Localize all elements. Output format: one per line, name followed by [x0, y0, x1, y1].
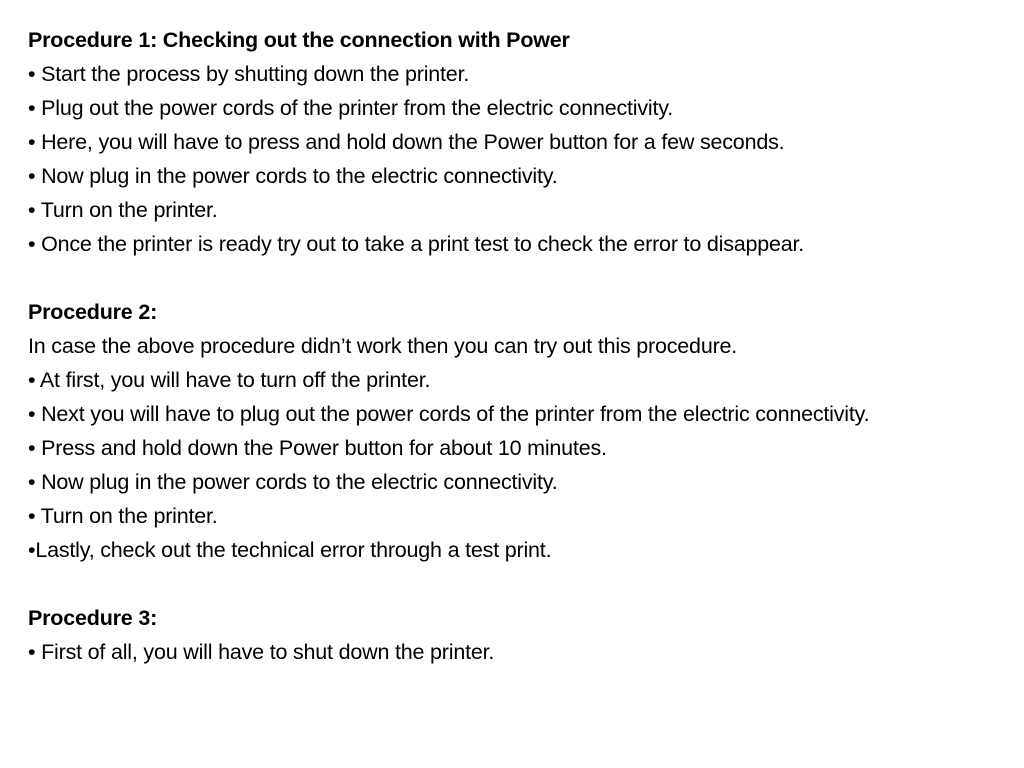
document-body — [28, 23, 1003, 669]
procedure-heading: Procedure 3: — [28, 606, 158, 630]
step-item: • Now plug in the power cords to the electric connectivity. — [28, 164, 558, 188]
step-item: • Next you will have to plug out the power cords of the printer from the electric connectivity. — [28, 402, 870, 426]
step-item: • Now plug in the power cords to the electric connectivity. — [28, 470, 558, 494]
step-item: • Start the process by shutting down the printer. — [28, 62, 470, 86]
procedure-3 — [28, 601, 1003, 669]
procedure-1 — [28, 23, 1003, 261]
step-item: • At first, you will have to turn off the printer. — [28, 368, 431, 392]
step-item: • First of all, you will have to shut down the printer. — [28, 640, 495, 664]
step-item: • Here, you will have to press and hold down the Power button for a few seconds. — [28, 130, 785, 154]
procedure-2 — [28, 295, 1003, 567]
section-spacer — [28, 567, 1003, 601]
procedure-heading: Procedure 2: — [28, 300, 158, 324]
section-spacer — [28, 261, 1003, 295]
procedure-intro: In case the above procedure didn’t work then you can try out this procedure. — [28, 334, 738, 358]
step-item: • Once the printer is ready try out to take a print test to check the error to disappear. — [28, 232, 805, 256]
step-item: • Press and hold down the Power button for about 10 minutes. — [28, 436, 607, 460]
procedure-heading: Procedure 1: Checking out the connection with Power — [28, 28, 570, 52]
step-item: • Turn on the printer. — [28, 504, 218, 528]
step-item: •Lastly, check out the technical error through a test print. — [28, 538, 552, 562]
step-item: • Turn on the printer. — [28, 198, 218, 222]
step-item: • Plug out the power cords of the printer from the electric connectivity. — [28, 96, 674, 120]
